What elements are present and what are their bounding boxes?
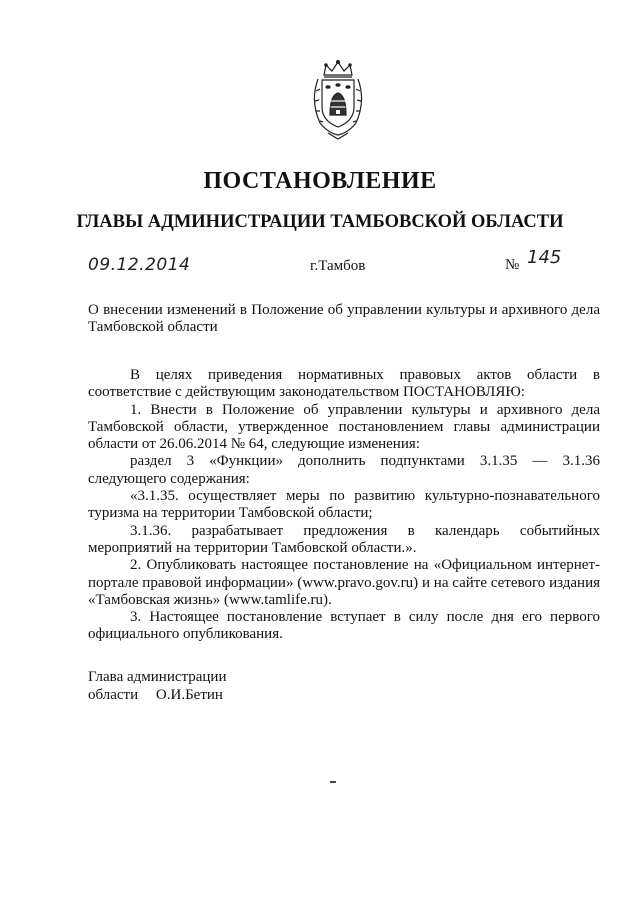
signature-line	[88, 686, 226, 704]
number-label: №	[505, 257, 520, 273]
paragraph-item-1: 1. Внести в Положение об управлении культуры и архивного дела Тамбовской области, утвержденное постановлением главы администрации области от 26.06.2014 № 64, следующие изменения:	[88, 401, 600, 453]
scan-speck	[330, 781, 336, 783]
paragraph-item-2: 2. Опубликовать настоящее постановление на «Официальном интернет-портале правовой информации» (www.pravo.gov.ru) и на сайте сетевого издания «Тамбовская жизнь» (www.tamlife.ru).	[88, 557, 600, 608]
paragraph-preamble: В целях приведения нормативных правовых актов области в соответствие с действующим законодательством ПОСТАНОВЛЯЮ:	[88, 367, 600, 401]
paragraph-item-3: 3. Настоящее постановление вступает в силу после дня его первого официального опубликования.	[88, 609, 600, 643]
paragraph-section-3: раздел 3 «Функции» дополнить подпунктами 3.1.35 — 3.1.36 следующего содержания:	[88, 453, 600, 487]
document-title: ПОСТАНОВЛЕНИЕ	[203, 168, 437, 194]
city-name: г.Тамбов	[310, 258, 366, 274]
handwritten-date: 09.12.2014	[88, 255, 191, 275]
signature-block	[88, 668, 226, 704]
document-subject: О внесении изменений в Положение об управлении культуры и архивного дела Тамбовской области	[88, 302, 600, 335]
tambov-coat-of-arms-icon	[306, 57, 370, 141]
signature-name: О.И.Бетин	[155, 687, 223, 703]
document-body	[88, 367, 600, 644]
signature-title-line2: области	[88, 687, 139, 703]
document-subtitle: ГЛАВЫ АДМИНИСТРАЦИИ ТАМБОВСКОЙ ОБЛАСТИ	[76, 212, 564, 232]
paragraph-3-1-36: 3.1.36. разрабатывает предложения в календарь событийных мероприятий на территории Тамбовской области.».	[88, 522, 600, 556]
handwritten-number: 145	[527, 247, 562, 268]
paragraph-3-1-35: «3.1.35. осуществляет меры по развитию культурно-познавательного туризма на территории Тамбовской области;	[88, 488, 600, 522]
signature-title: Глава администрации	[88, 669, 227, 685]
